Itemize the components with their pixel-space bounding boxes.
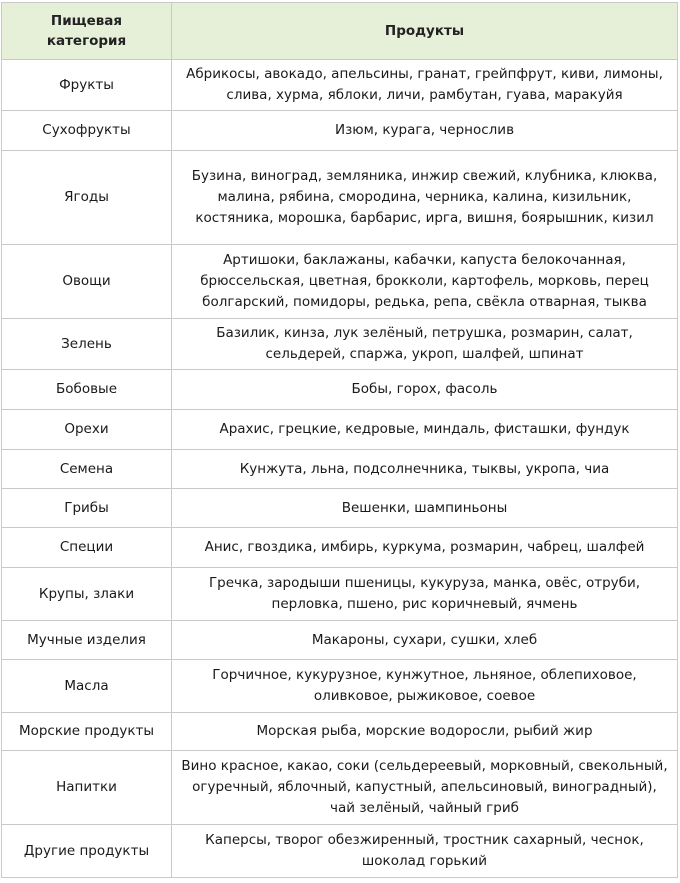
category-cell: Ягоды xyxy=(2,151,172,245)
category-cell: Морские продукты xyxy=(2,713,172,751)
products-cell: Изюм, курага, чернослив xyxy=(172,111,678,151)
category-cell: Бобовые xyxy=(2,370,172,410)
category-cell: Семена xyxy=(2,450,172,489)
products-cell: Кунжута, льна, подсолнечника, тыквы, укропа, чиа xyxy=(172,450,678,489)
table-row xyxy=(2,489,678,528)
category-cell: Другие продукты xyxy=(2,825,172,878)
products-cell: Артишоки, баклажаны, кабачки, капуста белокочанная, брюссельская, цветная, брокколи, картофель, морковь, перец болгарский, помидоры, редька, репа, свёкла отварная, тыква xyxy=(172,245,678,319)
products-cell: Гречка, зародыши пшеницы, кукуруза, манка, овёс, отруби, перловка, пшено, рис коричневый, ячмень xyxy=(172,568,678,621)
table-row xyxy=(2,751,678,825)
table-row xyxy=(2,111,678,151)
header-category-line2: категория xyxy=(46,33,127,49)
category-cell: Масла xyxy=(2,660,172,713)
header-row xyxy=(2,3,678,60)
header-products: Продукты xyxy=(172,3,678,60)
products-cell: Бобы, горох, фасоль xyxy=(172,370,678,410)
category-cell: Сухофрукты xyxy=(2,111,172,151)
products-cell: Арахис, грецкие, кедровые, миндаль, фисташки, фундук xyxy=(172,410,678,450)
products-cell: Вино красное, какао, соки (сельдереевый, морковный, свекольный, огуречный, яблочный, капустный, апельсиновый, виноградный), чай зелёный, чайный гриб xyxy=(172,751,678,825)
category-cell: Зелень xyxy=(2,319,172,370)
category-cell: Специи xyxy=(2,528,172,568)
products-cell: Абрикосы, авокадо, апельсины, гранат, грейпфрут, киви, лимоны, слива, хурма, яблоки, личи, рамбутан, гуава, маракуйя xyxy=(172,60,678,111)
category-cell: Крупы, злаки xyxy=(2,568,172,621)
table-row xyxy=(2,528,678,568)
products-cell: Каперсы, творог обезжиренный, тростник сахарный, чеснок, шоколад горький xyxy=(172,825,678,878)
table-row xyxy=(2,410,678,450)
category-cell: Овощи xyxy=(2,245,172,319)
table-row xyxy=(2,660,678,713)
category-cell: Грибы xyxy=(2,489,172,528)
products-cell: Вешенки, шампиньоны xyxy=(172,489,678,528)
table-row xyxy=(2,825,678,878)
food-category-table xyxy=(1,2,678,878)
products-cell: Морская рыба, морские водоросли, рыбий жир xyxy=(172,713,678,751)
table-row xyxy=(2,245,678,319)
products-cell: Анис, гвоздика, имбирь, куркума, розмарин, чабрец, шалфей xyxy=(172,528,678,568)
category-cell: Орехи xyxy=(2,410,172,450)
products-cell: Горчичное, кукурузное, кунжутное, льняное, облепиховое, оливковое, рыжиковое, соевое xyxy=(172,660,678,713)
table-row xyxy=(2,60,678,111)
table-row xyxy=(2,319,678,370)
header-category xyxy=(2,3,172,60)
products-cell: Бузина, виноград, земляника, инжир свежий, клубника, клюква, малина, рябина, смородина, черника, калина, кизильник, костяника, морошка, барбарис, ирга, вишня, боярышник, кизил xyxy=(172,151,678,245)
table-row xyxy=(2,151,678,245)
products-cell: Базилик, кинза, лук зелёный, петрушка, розмарин, салат, сельдерей, спаржа, укроп, шалфей, шпинат xyxy=(172,319,678,370)
table-row xyxy=(2,450,678,489)
table-row xyxy=(2,370,678,410)
table-row xyxy=(2,713,678,751)
table-row xyxy=(2,568,678,621)
category-cell: Мучные изделия xyxy=(2,621,172,660)
category-cell: Напитки xyxy=(2,751,172,825)
table-row xyxy=(2,621,678,660)
header-category-line1: Пищевая xyxy=(50,13,123,29)
category-cell: Фрукты xyxy=(2,60,172,111)
products-cell: Макароны, сухари, сушки, хлеб xyxy=(172,621,678,660)
